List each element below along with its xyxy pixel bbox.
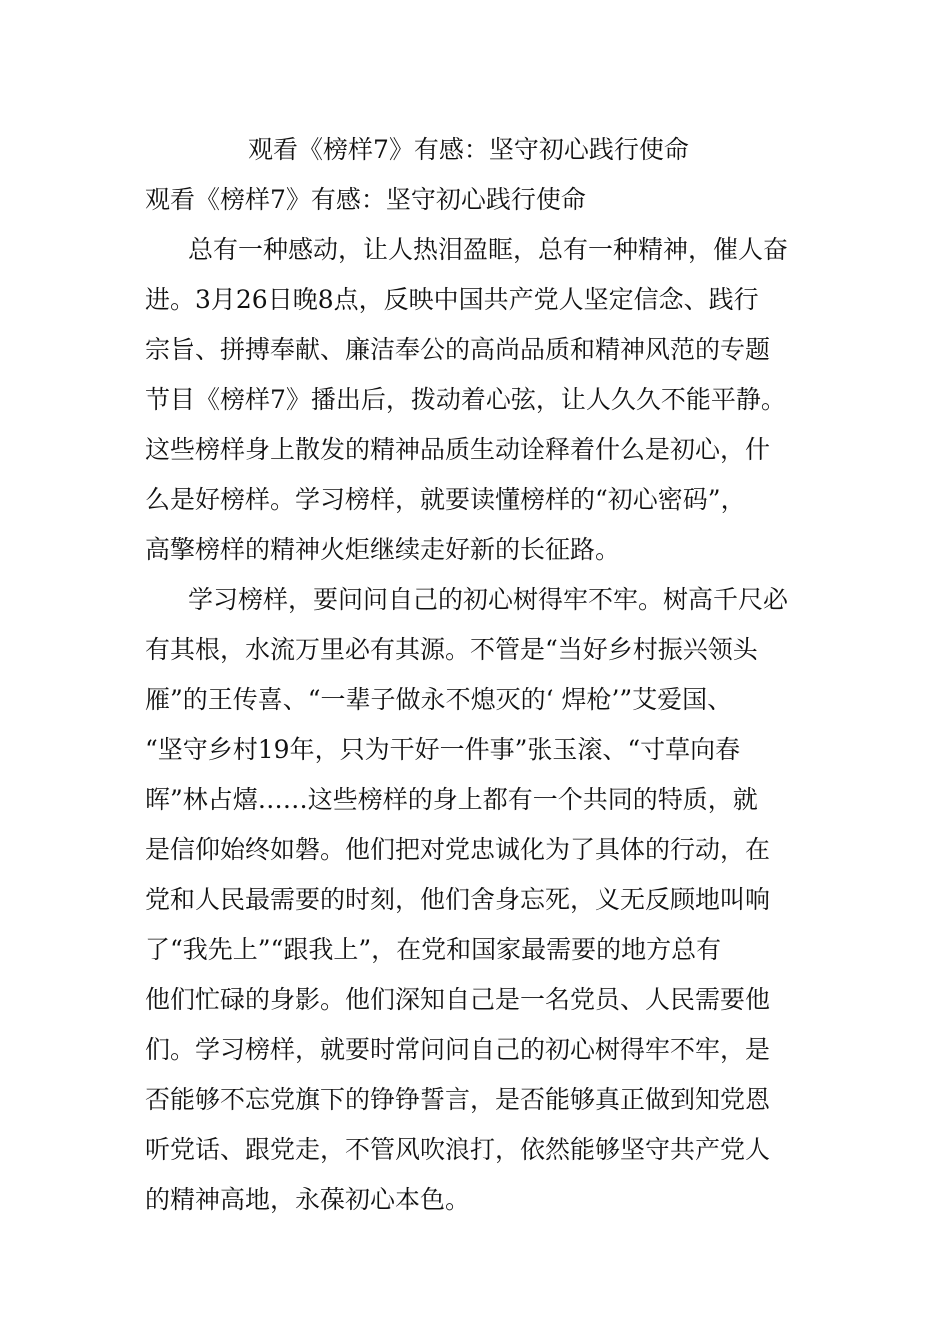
paragraph-line: 雁”的王传喜、“一辈子做永不熄灭的‘ 焊枪’”艾爱国、	[145, 685, 733, 714]
paragraph-line: 的精神高地，永葆初心本色。	[145, 1185, 471, 1214]
paragraph-line: 听党话、跟党走，不管风吹浪打，依然能够坚守共产党人	[145, 1135, 771, 1164]
paragraph-line: 党和人民最需要的时刻，他们舍身忘死，义无反顾地叫响	[145, 885, 771, 914]
document-title: 观看《榜样7》有感：坚守初心践行使命	[248, 135, 689, 164]
document-subtitle: 观看《榜样7》有感：坚守初心践行使命	[145, 185, 586, 214]
paragraph-line: 否能够不忘党旗下的铮铮誓言，是否能够真正做到知党恩	[145, 1085, 771, 1114]
paragraph-line: 他们忙碌的身影。他们深知自己是一名党员、人民需要他	[145, 985, 771, 1014]
paragraph-line: 有其根，水流万里必有其源。不管是“当好乡村振兴领头	[145, 635, 758, 664]
paragraph-line: 晖”林占熺……这些榜样的身上都有一个共同的特质，就	[145, 785, 758, 814]
paragraph-line: “坚守乡村19年，只为干好一件事”张玉滚、“寸草向春	[145, 735, 741, 764]
paragraph-line: 这些榜样身上散发的精神品质生动诠释着什么是初心，什	[145, 435, 771, 464]
paragraph-line: 节目《榜样7》播出后，拨动着心弦，让人久久不能平静。	[145, 385, 786, 414]
paragraph-line: 高擎榜样的精神火炬继续走好新的长征路。	[145, 535, 621, 564]
paragraph-line: 学习榜样，要问问自己的初心树得牢不牢。树高千尺必	[188, 585, 789, 614]
paragraph-line: 么是好榜样。学习榜样，就要读懂榜样的“初心密码”，	[145, 485, 746, 514]
paragraph-line: 宗旨、拼搏奉献、廉洁奉公的高尚品质和精神风范的专题	[145, 335, 771, 364]
paragraph-line: 进。3月26日晚8点，反映中国共产党人坚定信念、践行	[145, 285, 759, 314]
paragraph-line: 是信仰始终如磐。他们把对党忠诚化为了具体的行动，在	[145, 835, 771, 864]
paragraph-line: 们。学习榜样，就要时常问问自己的初心树得牢不牢，是	[145, 1035, 771, 1064]
paragraph-line: 了“我先上”“跟我上”，在党和国家最需要的地方总有	[145, 935, 722, 964]
paragraph-line: 总有一种感动，让人热泪盈眶，总有一种精神，催人奋	[188, 235, 789, 264]
